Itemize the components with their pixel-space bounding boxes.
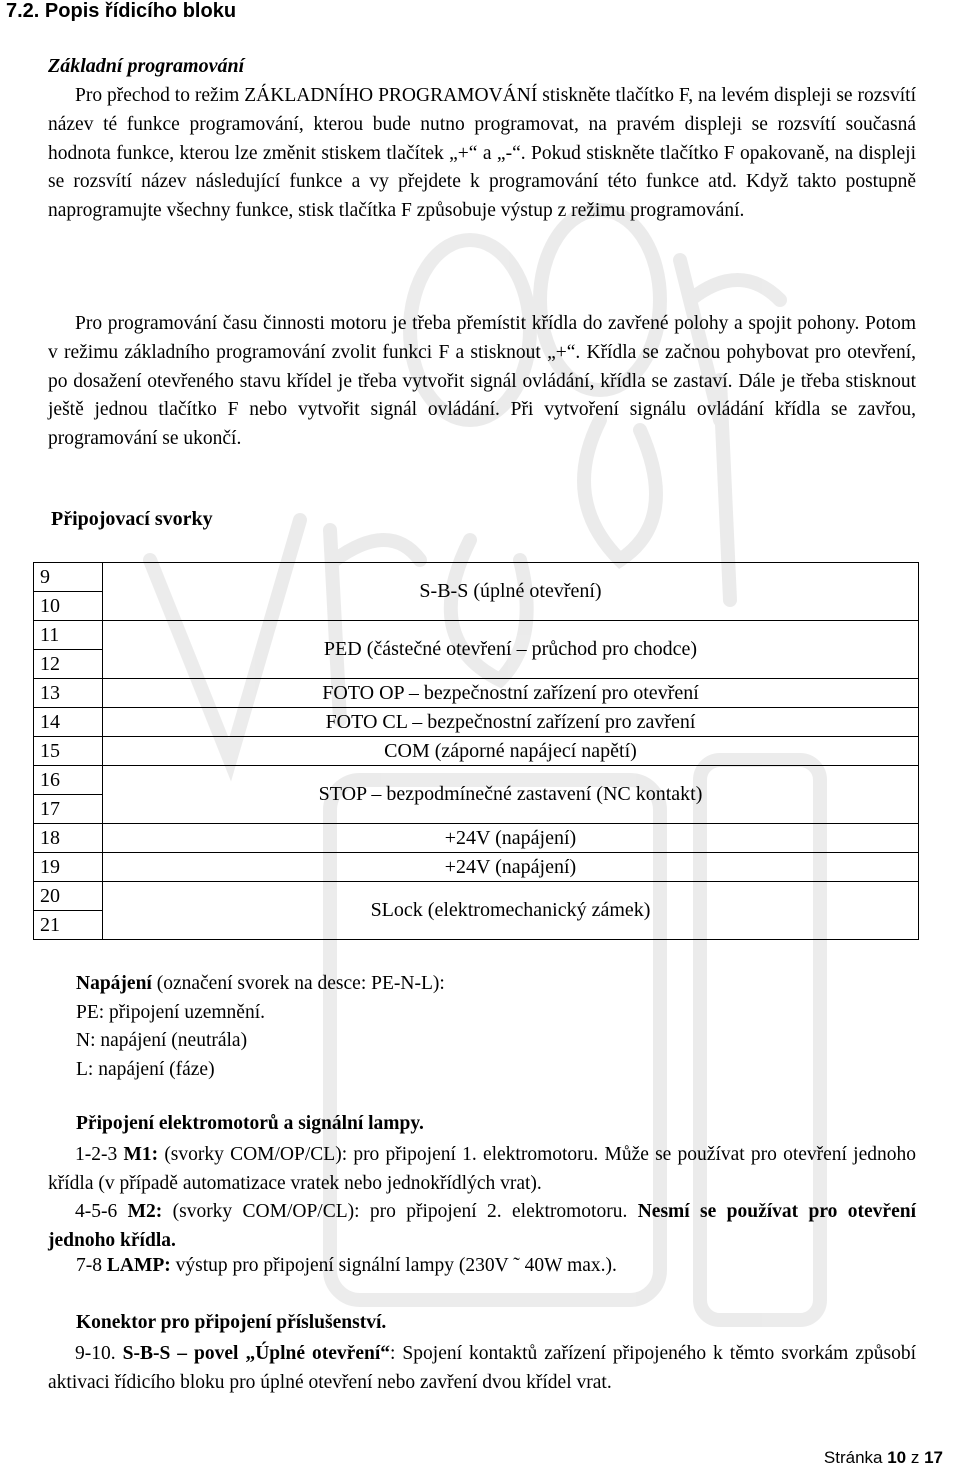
m2-prefix: 4-5-6 [75, 1201, 128, 1222]
power-pe: PE: připojení uzemnění. [76, 1001, 266, 1023]
lamp-line [76, 1255, 617, 1277]
page-footer [824, 1448, 943, 1468]
lamp-label: LAMP: [106, 1255, 171, 1276]
lamp-text: výstup pro připojení signální lampy (230V ˜ 40W max.). [170, 1255, 617, 1276]
terminal-number: 20 [34, 882, 103, 911]
basic-programming-heading: Základní programování [48, 55, 245, 77]
footer-page: 10 [887, 1448, 907, 1467]
power-title [76, 970, 445, 999]
terminal-description: FOTO CL – bezpečnostní zařízení pro zavření [103, 708, 919, 737]
accessories-paragraph [48, 1340, 916, 1397]
terminal-number: 18 [34, 824, 103, 853]
section-title: 7.2. Popis řídicího bloku [6, 0, 237, 22]
accessories-text: : Spojení kontaktů zařízení připojeného k těmto svorkám způsobí aktivaci řídicího bloku pro úplné otevření nebo zavření dvou křídel vrat. [48, 1343, 917, 1393]
table-row [34, 563, 919, 592]
table-row [34, 679, 919, 708]
m1-label: M1: [123, 1144, 159, 1165]
footer-sep: z [906, 1448, 925, 1467]
m1-prefix: 1-2-3 [75, 1144, 124, 1165]
power-title-bold: Napájení [76, 973, 152, 994]
table-row [34, 737, 919, 766]
terminal-table [33, 562, 919, 940]
motors-heading-text: Připojení elektromotorů a signální lampy. [76, 1113, 424, 1134]
m1-text: (svorky COM/OP/CL): pro připojení 1. elektromotoru. Může se používat pro otevření jednoho křídla (v případě automatizace vratek nebo jednokřídlých vrat). [48, 1144, 916, 1194]
terminal-number: 9 [34, 563, 103, 592]
terminal-number: 13 [34, 679, 103, 708]
table-row [34, 824, 919, 853]
terminal-number: 12 [34, 650, 103, 679]
footer-label: Stránka [823, 1448, 888, 1467]
terminal-number: 11 [34, 621, 103, 650]
connectors-heading: Připojovací svorky [51, 508, 213, 530]
terminal-description: S-B-S (úplné otevření) [103, 563, 919, 621]
lamp-prefix: 7-8 [76, 1255, 107, 1276]
motors-heading [76, 1113, 424, 1135]
power-n: N: napájení (neutrála) [76, 1030, 248, 1051]
table-row [34, 853, 919, 882]
power-block [76, 970, 445, 1084]
footer-total: 17 [924, 1448, 943, 1467]
accessories-prefix: 9-10. [75, 1343, 123, 1364]
terminal-description: SLock (elektromechanický zámek) [103, 882, 919, 940]
terminal-description: +24V (napájení) [103, 853, 919, 882]
terminal-description: COM (záporné napájecí napětí) [103, 737, 919, 766]
basic-paragraph-2: Pro programování času činnosti motoru je třeba přemístit křídla do zavřené polohy a spojit pohony. Potom v režimu základního programování zvolit funkci F a stisknout „+“. Křídla se začnou pohybovat pro otevření, po dosažení otevřeného stavu křídel je třeba vytvořit signál ovládání, křídla se zastaví. Dále je třeba stisknout ještě jednou tlačítko F nebo vytvořit signál ovládání. Při vytvoření signálu ovládání křídla se zavřou, programování se ukončí. [48, 313, 916, 450]
m2-label: M2: [127, 1201, 163, 1222]
terminal-number: 15 [34, 737, 103, 766]
power-title-rest: (označení svorek na desce: PE-N-L): [151, 973, 445, 994]
terminal-number: 14 [34, 708, 103, 737]
m2-warning: Nesmí se používat pro otevření jednoho křídla. [48, 1201, 916, 1251]
motor-m2-paragraph [48, 1198, 916, 1255]
table-row [34, 882, 919, 911]
terminal-number: 10 [34, 592, 103, 621]
accessories-heading-text: Konektor pro připojení příslušenství. [76, 1312, 387, 1333]
terminal-number: 17 [34, 795, 103, 824]
power-l: L: napájení (fáze) [76, 1058, 215, 1080]
table-row [34, 621, 919, 650]
terminal-description: FOTO OP – bezpečnostní zařízení pro otevření [103, 679, 919, 708]
accessories-command: S-B-S – povel „Úplné otevření“ [122, 1343, 391, 1364]
terminal-description: +24V (napájení) [103, 824, 919, 853]
motor-m1-paragraph [48, 1141, 916, 1198]
table-row [34, 766, 919, 795]
basic-paragraph-1: Pro přechod to režim ZÁKLADNÍHO PROGRAMOVÁNÍ stiskněte tlačítko F, na levém displeji se rozsvítí název té funkce programování, kterou bude nutno programovat, na pravém displeji se rozsvítí současná hodnota funkce, kterou lze změnit stiskem tlačítek „+“ a „-“. Pokud stiskněte tlačítko F opakovaně, na displeji se rozsvítí název následující funkce a vy přejdete k programování této funkce atd. Když takto postupně naprogramujte všechny funkce, stisk tlačítka F způsobuje výstup z režimu programování. [48, 85, 916, 222]
m2-text: (svorky COM/OP/CL): pro připojení 2. elektromotoru. [162, 1201, 638, 1222]
accessories-heading [76, 1312, 386, 1334]
table-row [34, 708, 919, 737]
terminal-number: 19 [34, 853, 103, 882]
terminal-description: STOP – bezpodmínečné zastavení (NC kontakt) [103, 766, 919, 824]
terminal-number: 21 [34, 911, 103, 940]
terminal-number: 16 [34, 766, 103, 795]
terminal-description: PED (částečné otevření – průchod pro chodce) [103, 621, 919, 679]
